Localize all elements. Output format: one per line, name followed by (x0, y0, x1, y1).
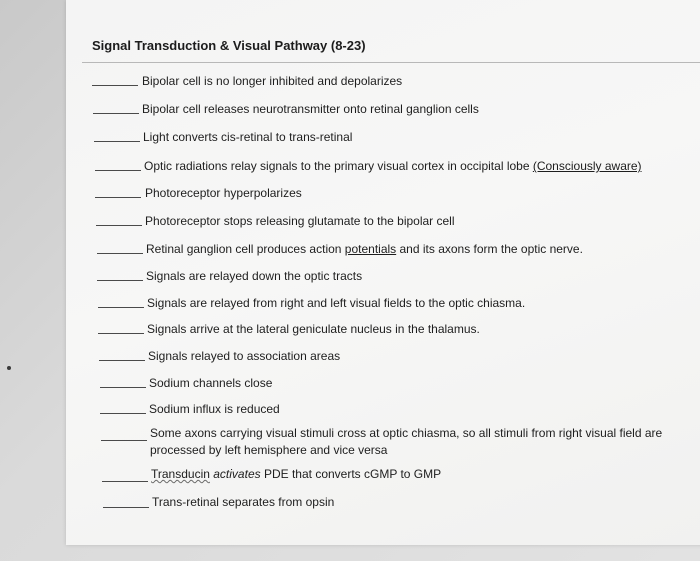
answer-blank[interactable] (95, 170, 141, 171)
item-text: Photoreceptor hyperpolarizes (145, 186, 302, 200)
answer-blank[interactable] (101, 440, 147, 441)
answer-blank[interactable] (98, 307, 144, 308)
item-text-underlined: potentials (344, 242, 397, 256)
item-text: Bipolar cell is no longer inhibited and depolarizes (142, 74, 403, 88)
answer-blank[interactable] (99, 360, 145, 361)
answer-blank[interactable] (95, 197, 141, 198)
item-text: Sodium channels close (149, 376, 273, 390)
item-text-main: Optic radiations relay signals to the primary visual cortex in occipital lobe (144, 159, 533, 173)
item-text: Signals are relayed down the optic tracts (146, 269, 363, 283)
item-text: Signals relayed to association areas (148, 349, 341, 363)
item-text: Signals arrive at the lateral geniculate nucleus in the thalamus. (147, 322, 480, 336)
item-text: Light converts cis-retinal to trans-retinal (143, 130, 353, 144)
item-text: Signals are relayed from right and left visual fields to the optic chiasma. (147, 296, 526, 310)
worksheet-title: Signal Transduction & Visual Pathway (8-23) (92, 38, 366, 53)
answer-blank[interactable] (102, 481, 148, 482)
item-text (146, 241, 583, 258)
item-text-underlined: (Consciously aware) (532, 159, 642, 173)
item-text: Some axons carrying visual stimuli cross at optic chiasma, so all stimuli from right visual field are processed by left hemisphere and vice versa (150, 426, 663, 457)
stray-mark (7, 366, 11, 370)
answer-blank[interactable] (97, 280, 143, 281)
item-text: Bipolar cell releases neurotransmitter onto retinal ganglion cells (142, 102, 479, 116)
answer-blank[interactable] (98, 333, 144, 334)
answer-blank[interactable] (100, 413, 146, 414)
item-text-rest: and its axons form the optic nerve. (396, 242, 583, 256)
item-text-main: Retinal ganglion cell produces action (146, 242, 345, 256)
item-text: Photoreceptor stops releasing glutamate to the bipolar cell (145, 214, 455, 228)
title-divider (82, 62, 700, 63)
item-text-italic: activates (209, 467, 261, 481)
item-text: Trans-retinal separates from opsin (152, 495, 335, 509)
answer-blank[interactable] (93, 113, 139, 114)
answer-blank[interactable] (94, 141, 140, 142)
answer-blank[interactable] (103, 507, 149, 508)
item-text: Sodium influx is reduced (149, 402, 280, 416)
answer-blank[interactable] (100, 387, 146, 388)
answer-blank[interactable] (92, 85, 138, 86)
item-text (151, 466, 441, 483)
item-text (144, 158, 642, 175)
item-text-flagged: Transducin (151, 467, 210, 481)
item-text-rest: PDE that converts cGMP to GMP (260, 467, 442, 481)
answer-blank[interactable] (96, 225, 142, 226)
answer-blank[interactable] (97, 253, 143, 254)
